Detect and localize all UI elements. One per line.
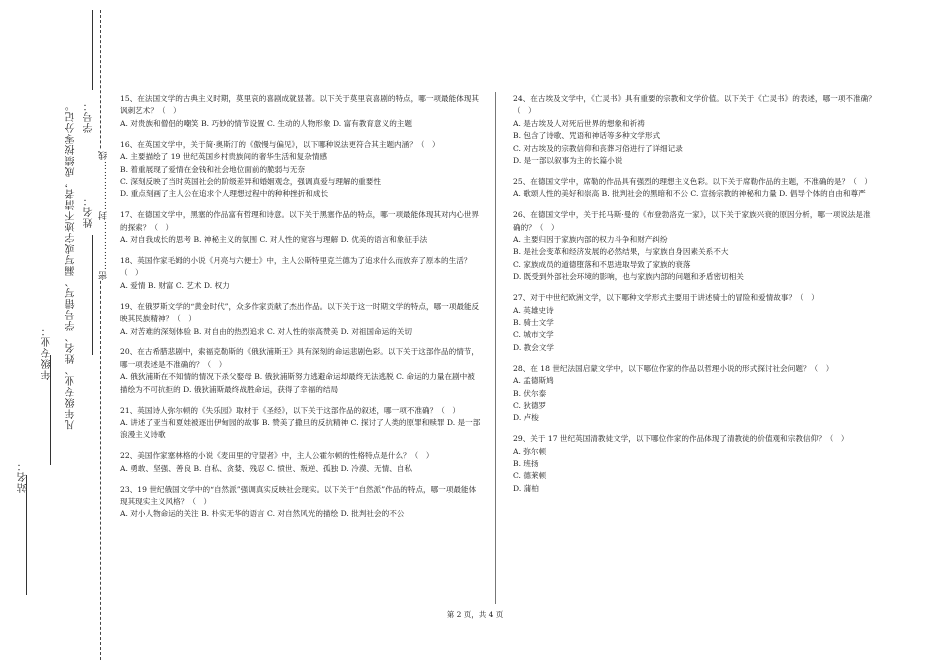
name-label: 姓名：: [84, 195, 95, 228]
question-15: [120, 93, 482, 130]
binding-margin: [0, 0, 112, 672]
question-18: [120, 255, 482, 292]
question-stem: 21、英国诗人弥尔顿的《失乐园》取材于《圣经》，以下关于这部作品的叙述，哪一项不准确？（ ）: [120, 405, 460, 415]
question-option: B. 是社会变革和经济发展的必然结果，与家族自身因素关系不大: [513, 247, 729, 257]
question-25: [513, 176, 878, 201]
question-stem: 20、在古希腊悲剧中，索福克勒斯的《俄狄浦斯王》具有深刻的命运悲剧色彩。以下关于这部作品的情节，哪一项表述是不准确的？（ ）: [120, 347, 479, 369]
question-23: [120, 484, 482, 521]
question-stem: 25、在德国文学中，席勒的作品具有强烈的理想主义色彩。以下关于席勒作品的主题，不准确的是？（ ）: [513, 176, 872, 186]
right-column: [513, 93, 878, 504]
question-option: D. 教会文学: [513, 342, 555, 352]
question-stem: 18、英国作家毛姆的小说《月亮与六便士》中，主人公斯特里克兰德为了追求什么而放弃了原本的生活？（ ）: [120, 255, 472, 278]
left-column: [120, 93, 482, 529]
question-stem: 19、在俄罗斯文学的“黄金时代”，众多作家贡献了杰出作品。以下关于这一时期文学的特点，哪一项最能反映其民族精神？（ ）: [120, 301, 480, 324]
question-28: [513, 363, 878, 425]
question-stem: 15、在法国文学的古典主义时期，莫里哀的喜剧成就显著。以下关于莫里哀喜剧的特点，哪一项最能体现其讽刺艺术？（ ）: [120, 94, 479, 116]
question-option: D. 既受到外部社会环境的影响，也与家族内部的问题和矛盾密切相关: [513, 272, 744, 282]
question-option: A. 对自我成长的思考 B. 神秘主义的氛围 C. 对人性的宽容与理解 D. 优美的语言和象征手法: [120, 235, 428, 245]
question-option: B. 班扬: [513, 459, 539, 469]
question-stem: 16、在英国文学中，关于简·奥斯汀的《傲慢与偏见》，以下哪种说法更符合其主题内涵？（ ）: [120, 139, 440, 149]
question-option: A. 弥尔顿: [513, 446, 547, 456]
question-option: A. 主要归因于家族内部的权力斗争和财产纠纷: [513, 235, 668, 245]
student-id-line: [92, 10, 93, 90]
question-26: [513, 209, 878, 283]
question-29: [513, 433, 878, 495]
question-option: A. 对小人物命运的关注 B. 朴实无华的语言 C. 对自然风光的描绘 D. 批判社会的不公: [120, 509, 405, 519]
question-stem: 26、在德国文学中，关于托马斯·曼的《布登勃洛克一家》，以下关于家族兴衰的原因分析，哪一项说法是准确的？（ ）: [513, 210, 871, 232]
question-option: A. 讲述了亚当和夏娃被逐出伊甸园的故事 B. 赞美了撒旦的反抗精神 C. 探讨了人类的原罪和赎罪 D. 是一部浪漫主义诗歌: [120, 417, 481, 440]
binding-notice: 凡年级专业、姓名、学号错写、漏写或字迹不清者，成绩按零分记。: [66, 100, 77, 430]
question-stem: 22、美国作家塞林格的小说《麦田里的守望者》中，主人公霍尔顿的性格特点是什么？（ ）: [120, 451, 434, 461]
question-option: A. 英雄史诗: [513, 305, 554, 315]
question-option: D. 是一部以叙事为主的长篇小说: [513, 156, 623, 166]
question-option: D. 重点刻画了主人公在追求个人理想过程中的种种挫折和成长: [120, 189, 329, 199]
question-option: B. 骑士文学: [513, 318, 554, 327]
question-option: A. 勇敢、坚强、善良 B. 自私、贪婪、残忍 C. 愤世、叛逆、孤独 D. 冷漠、无情、自私: [120, 463, 412, 473]
question-22: [120, 450, 482, 475]
seal-dashed-line: [100, 10, 101, 660]
question-20: [120, 346, 482, 396]
question-17: [120, 209, 482, 246]
question-option: A. 对苦难的深刻体验 B. 对自由的热烈追求 C. 对人性的崇高赞美 D. 对祖国命运的关切: [120, 326, 412, 336]
question-option: A. 孟德斯鸠: [513, 376, 554, 386]
question-option: A. 俄狄浦斯在不知情的情况下杀父娶母 B. 俄狄浦斯努力逃避命运却最终无法逃脱 C. 命运的力量在剧中被描绘为不可抗拒的 D. 俄狄浦斯最终战胜命运，获得了幸福的结局: [120, 372, 475, 394]
grade-major-line: [50, 355, 51, 465]
question-option: C. 德莱顿: [513, 471, 547, 481]
question-stem: 23、19 世纪俄国文学中的“自然派”强调真实反映社会现实。以下关于“自然派”作品的特点，哪一项最能体现其现实主义风格？（ ）: [120, 484, 477, 506]
question-27: [513, 292, 878, 354]
question-option: C. 对古埃及的宗教信仰和丧葬习俗进行了详细记录: [513, 143, 683, 153]
question-24: [513, 93, 878, 167]
grade-major-label: 年级专业：: [42, 325, 53, 380]
question-19: [120, 301, 482, 338]
question-option: A. 歌颂人性的美好和崇高 B. 批判社会的黑暗和不公 C. 宣扬宗教的神秘和力量 D. 倡导个体的自由和尊严: [513, 189, 866, 199]
question-stem: 24、在古埃及文学中，《亡灵书》具有重要的宗教和文学价值。以下关于《亡灵书》的表述，哪一项不准确？（ ）: [513, 94, 876, 116]
question-option: A. 主要描绘了 19 世纪英国乡村贵族间的奢华生活和复杂情感: [120, 152, 328, 162]
question-option: D. 卢梭: [513, 413, 539, 423]
question-16: [120, 139, 482, 201]
question-option: C. 家族成员的道德堕落和不思进取导致了家族的衰落: [513, 259, 691, 269]
question-option: A. 是古埃及人对死后世界的想象和祈祷: [513, 118, 645, 128]
page-footer: 第 2 页，共 4 页: [446, 610, 504, 619]
question-option: C. 深刻反映了当时英国社会的阶级差异和婚姻观念，强调真爱与理解的重要性: [120, 176, 381, 186]
question-option: D. 蒲柏: [513, 483, 539, 493]
question-stem: 28、在 18 世纪法国启蒙文学中，以下哪位作家的作品以哲理小说的形式探讨社会问题？（ ）: [513, 363, 834, 373]
student-id-label: 学号：: [84, 100, 95, 133]
question-option: C. 城市文学: [513, 330, 554, 340]
column-divider: [495, 92, 496, 604]
question-option: C. 狄德罗: [513, 400, 547, 410]
question-stem: 27、对于中世纪欧洲文学，以下哪种文学形式主要用于讲述骑士的冒险和爱情故事？（ ）: [513, 293, 819, 303]
seal-line-text: 密……………封……………线: [99, 150, 109, 280]
school-line: [26, 475, 27, 595]
school-label: 站名：: [18, 460, 29, 493]
question-option: B. 伏尔泰: [513, 388, 547, 398]
question-21: [120, 405, 482, 442]
question-stem: 17、在德国文学中，黑塞的作品富有哲理和诗意。以下关于黑塞作品的特点，哪一项最能体现其对内心世界的探索？（ ）: [120, 210, 479, 232]
question-stem: 29、关于 17 世纪英国清教徒文学，以下哪位作家的作品体现了清教徒的价值观和宗教信仰？（ ）: [513, 434, 849, 444]
question-option: B. 包含了诗歌、咒语和神话等多种文学形式: [513, 131, 661, 141]
question-option: A. 对贵族和僧侣的嘲笑 B. 巧妙的情节设置 C. 生动的人物形象 D. 富有教育意义的主题: [120, 118, 412, 128]
name-line: [92, 235, 93, 355]
question-option: B. 着重展现了爱情在金钱和社会地位面前的脆弱与无奈: [120, 164, 306, 174]
question-option: A. 爱情 B. 财富 C. 艺术 D. 权力: [120, 280, 230, 290]
